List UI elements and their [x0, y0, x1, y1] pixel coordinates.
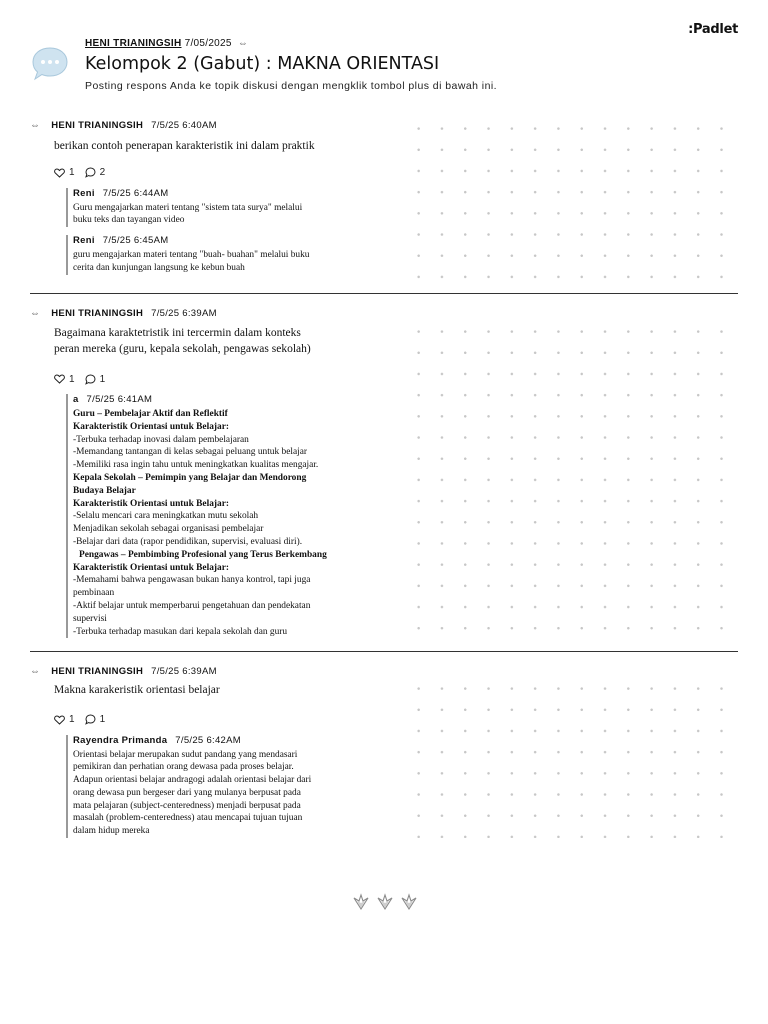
comment-line: dalam hidup mereka: [73, 826, 150, 837]
link-icon[interactable]: ⇔: [237, 38, 249, 49]
comment-line: Guru mengajarkan materi tentang "sistem tata surya" melalui: [73, 202, 303, 213]
header-meta: [85, 38, 248, 49]
comment-line: orang dewasa pun bergeser dari yang mulanya berpusat pada: [73, 787, 301, 798]
comment-line: buku teks dan tayangan video: [73, 215, 185, 226]
comment-body: [73, 408, 370, 638]
post-reactions: [54, 713, 370, 727]
comment-line: supervisi: [73, 613, 107, 624]
decorative-flowers-icon: [350, 892, 420, 912]
comment-subheading: Karakteristik Orientasi untuk Belajar:: [73, 421, 229, 432]
heart-icon[interactable]: [54, 168, 65, 178]
like-count: 1: [69, 714, 75, 725]
post-card: [30, 666, 370, 846]
post-time: 7/5/25 6:39AM: [151, 308, 217, 319]
comment-line: mata pelajaran (subject-centeredness) menjadi berpusat pada: [73, 800, 301, 811]
comment-line: -Terbuka terhadap masukan dari kepala sekolah dan guru: [73, 626, 288, 637]
heart-icon[interactable]: [54, 374, 65, 384]
comment-line: guru mengajarkan materi tentang "buah- buahan" melalui buku: [73, 250, 310, 261]
comment-count: 1: [99, 373, 106, 385]
dot-grid-background: [403, 678, 738, 838]
comment-heading: Guru – Pembelajar Aktif dan Reflektif: [73, 409, 228, 419]
comment-time: 7/5/25 6:44AM: [102, 187, 169, 199]
dot-grid-background: [403, 321, 738, 641]
link-icon[interactable]: ⇔: [30, 120, 41, 131]
page-description: Posting respons Anda ke topik diskusi dengan mengklik tombol plus di bawah ini.: [85, 80, 498, 92]
comment-body: [73, 202, 370, 228]
comment-count: 2: [99, 167, 106, 178]
post-time: 7/5/25 6:39AM: [151, 666, 217, 677]
comment-body: [73, 749, 370, 839]
link-icon[interactable]: ⇔: [30, 666, 41, 677]
comment-line: -Belajar dari data (rapor pendidikan, supervisi, evaluasi diri).: [73, 536, 303, 547]
heart-icon[interactable]: [54, 715, 65, 725]
comment: [66, 735, 370, 839]
post-reactions: [54, 166, 370, 180]
speech-bubble-icon: [30, 44, 70, 84]
comment-line: masalah (problem-centeredness) atau mencapai tujuan tujuan: [73, 813, 303, 824]
post-body: [54, 326, 370, 357]
comment-icon[interactable]: [85, 167, 96, 178]
comment: [66, 394, 370, 638]
post-meta: [30, 666, 370, 680]
comment: [66, 235, 370, 275]
comment-line: Orientasi belajar merupakan sudut pandang yang mendasari: [73, 749, 298, 760]
post-card: [30, 308, 370, 646]
post-meta: [30, 120, 370, 134]
comment-line: pembinaan: [73, 588, 115, 599]
post-author: HENI TRIANINGSIH: [51, 666, 144, 677]
comment-heading: Kepala Sekolah – Pemimpin yang Belajar dan Mendorong: [73, 472, 307, 483]
comment-time: 7/5/25 6:45AM: [102, 235, 169, 247]
comment-meta: [73, 188, 370, 199]
comment-heading: Budaya Belajar: [73, 485, 136, 496]
comment-line: -Terbuka terhadap inovasi dalam pembelajaran: [73, 434, 249, 445]
link-icon[interactable]: ⇔: [30, 308, 41, 319]
comment-author: Reni: [73, 235, 95, 247]
comment-line: Menjadikan sekolah sebagai organisasi pembelajar: [73, 524, 264, 535]
comment-meta: [73, 235, 370, 246]
comment-time: 7/5/25 6:42AM: [175, 734, 241, 746]
comment-heading: Pengawas – Pembimbing Profesional yang Terus Berkembang: [79, 549, 327, 560]
post-divider: [30, 293, 738, 294]
comment: [66, 188, 370, 228]
comment-time: 7/5/25 6:41AM: [86, 394, 153, 405]
comment-icon[interactable]: [85, 714, 96, 725]
post-author: HENI TRIANINGSIH: [51, 120, 144, 131]
post-body: berikan contoh penerapan karakteristik ini dalam praktik: [54, 140, 315, 152]
comment-line: -Memahami bahwa pengawasan bukan hanya kontrol, tapi juga: [73, 575, 311, 586]
post-body-line: Bagaimana karaktetristik ini tercermin dalam konteks: [54, 327, 301, 339]
post-body: Makna karakeristik orientasi belajar: [54, 684, 220, 696]
comment-subheading: Karakteristik Orientasi untuk Belajar:: [73, 498, 229, 509]
post-time: 7/5/25 6:40AM: [151, 120, 217, 131]
padlet-logo[interactable]: :Padlet: [688, 22, 738, 37]
like-count: 1: [69, 373, 75, 385]
like-count: 1: [69, 167, 75, 178]
post-author: HENI TRIANINGSIH: [51, 308, 144, 319]
comment-line: -Memiliki rasa ingin tahu untuk meningkatkan kualitas mengajar.: [73, 460, 319, 471]
post-body-line: peran mereka (guru, kepala sekolah, pengawas sekolah): [54, 342, 311, 355]
post-meta: [30, 308, 370, 322]
comment-line: -Memandang tantangan di kelas sebagai peluang untuk belajar: [73, 447, 308, 458]
dot-grid-background: [403, 118, 738, 280]
header-author-link[interactable]: HENI TRIANINGSIH: [85, 38, 182, 49]
comment-body: [73, 249, 370, 275]
comment-author: Rayendra Primanda: [73, 734, 168, 746]
comment-author: Reni: [73, 187, 95, 199]
comment-meta: [73, 735, 370, 746]
comment-line: Adapun orientasi belajar andragogi adalah orientasi belajar dari: [73, 775, 312, 786]
comment-author: a: [73, 394, 79, 405]
comment-line: pemikiran dan perhatian orang dewasa pada proses belajar.: [73, 762, 294, 773]
post-divider: [30, 651, 738, 652]
post-card: [30, 120, 370, 283]
post-reactions: [54, 372, 370, 386]
comment-line: cerita dan kunjungan langsung ke kebun buah: [73, 262, 245, 273]
padlet-header: [30, 36, 738, 96]
comment-line: -Selalu mencari cara meningkatkan mutu sekolah: [73, 511, 259, 522]
comment-line: -Aktif belajar untuk memperbarui pengetahuan dan pendekatan: [73, 600, 311, 611]
page-title: Kelompok 2 (Gabut) : MAKNA ORIENTASI: [85, 54, 440, 74]
comment-meta: [73, 394, 370, 405]
comment-subheading: Karakteristik Orientasi untuk Belajar:: [73, 562, 229, 573]
header-date: 7/05/2025: [184, 38, 232, 49]
comment-icon[interactable]: [85, 374, 96, 385]
comment-count: 1: [99, 714, 106, 725]
